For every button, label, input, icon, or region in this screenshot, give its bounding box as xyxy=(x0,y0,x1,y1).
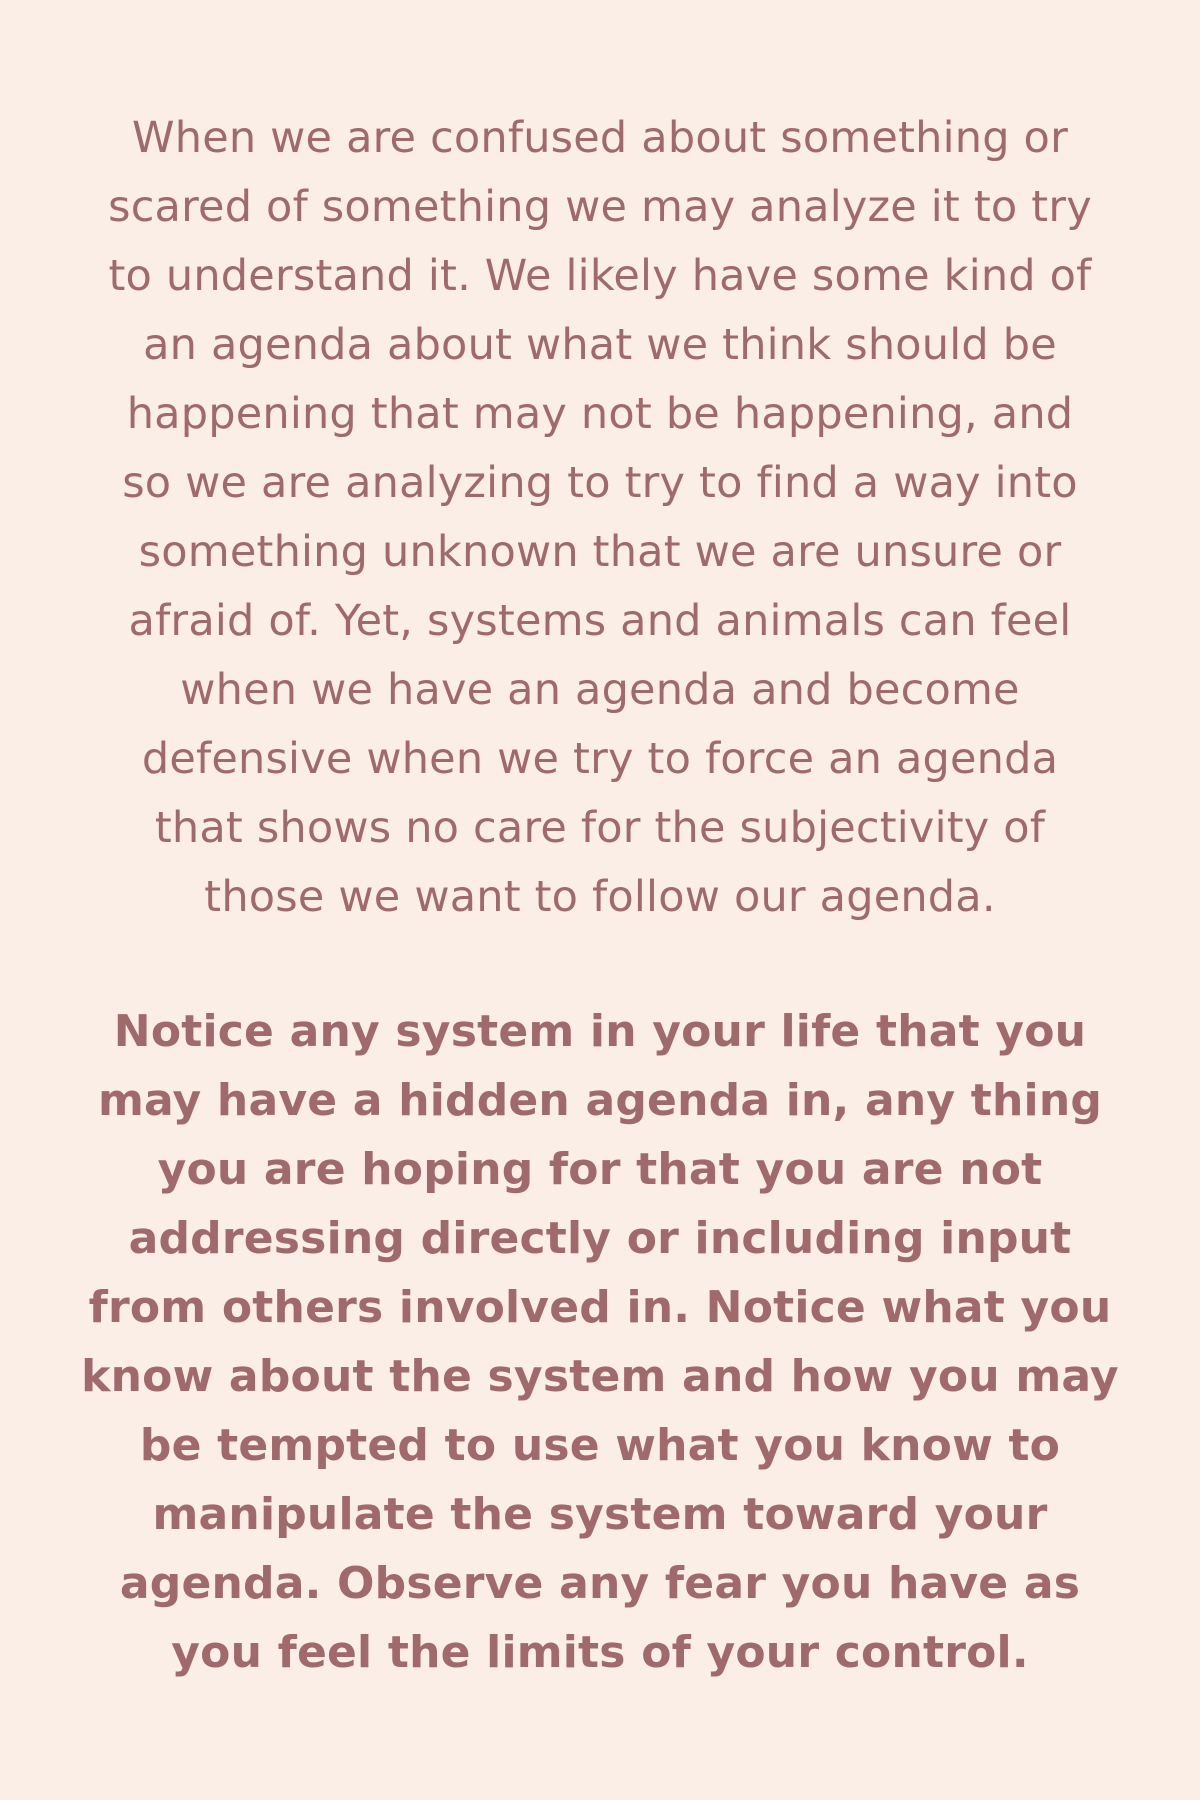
intro-paragraph xyxy=(0,104,1200,932)
intro-line: happening that may not be happening, and xyxy=(126,389,1074,439)
exercise-paragraph xyxy=(0,997,1200,1687)
exercise-line: addressing directly or including input xyxy=(128,1213,1072,1264)
intro-line: those we want to follow our agenda. xyxy=(204,872,996,922)
exercise-line: you feel the limits of your control. xyxy=(171,1627,1029,1678)
intro-line: scared of something we may analyze it to try xyxy=(108,182,1092,232)
intro-line: afraid of. Yet, systems and animals can feel xyxy=(128,596,1072,646)
intro-line: something unknown that we are unsure or xyxy=(138,527,1062,577)
exercise-line: you are hoping for that you are not xyxy=(157,1144,1043,1195)
intro-line: when we have an agenda and become xyxy=(180,665,1020,715)
exercise-line: may have a hidden agenda in, any thing xyxy=(97,1075,1103,1126)
intro-line: to understand it. We likely have some kind of xyxy=(108,251,1092,301)
exercise-line: agenda. Observe any fear you have as xyxy=(119,1558,1081,1609)
intro-line: an agenda about what we think should be xyxy=(143,320,1057,370)
exercise-line: know about the system and how you may xyxy=(81,1351,1119,1402)
exercise-line: Notice any system in your life that you xyxy=(113,1006,1087,1057)
exercise-line: be tempted to use what you know to xyxy=(139,1420,1061,1471)
intro-line: that shows no care for the subjectivity of xyxy=(154,803,1046,853)
intro-line: so we are analyzing to try to find a way into xyxy=(122,458,1078,508)
intro-line: defensive when we try to force an agenda xyxy=(141,734,1059,784)
exercise-line: from others involved in. Notice what you xyxy=(88,1282,1112,1333)
exercise-line: manipulate the system toward your xyxy=(152,1489,1048,1540)
intro-line: When we are confused about something or xyxy=(132,113,1068,163)
